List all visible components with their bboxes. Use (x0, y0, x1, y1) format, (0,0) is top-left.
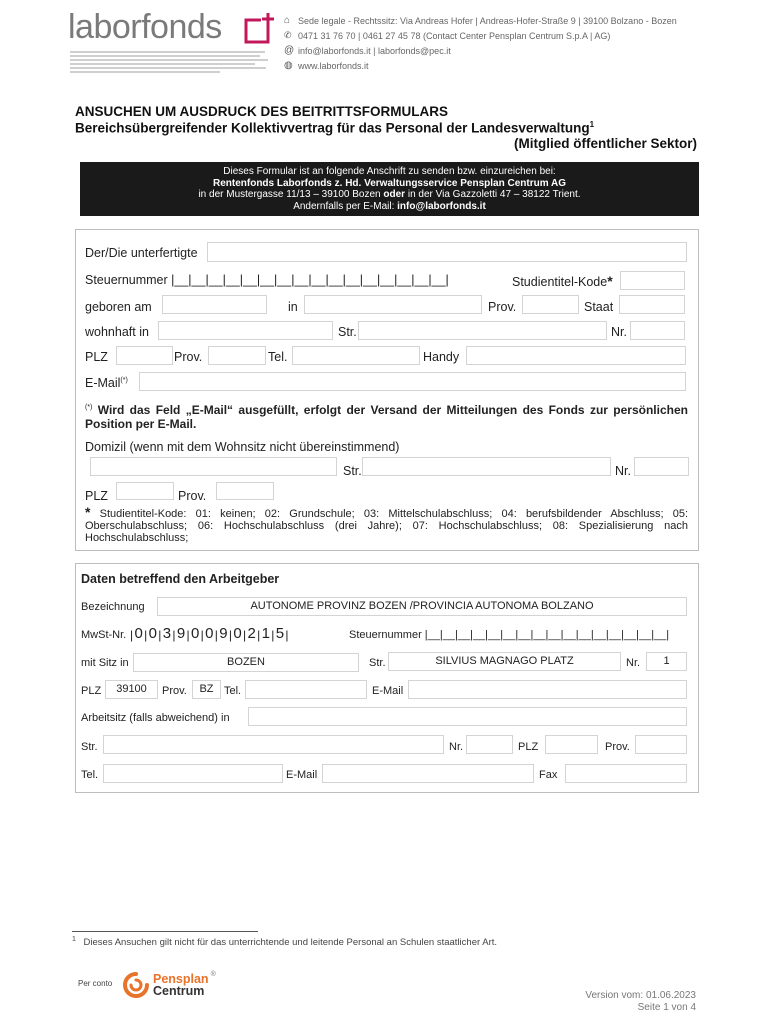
employer-section-title: Daten betreffend den Arbeitgeber (81, 572, 280, 586)
address-email: info@laborfonds.it (397, 200, 486, 212)
domicile-label: Domizil (wenn mit dem Wohnsitz nicht übereinstimmend) (85, 440, 400, 454)
codes-star: * (85, 504, 91, 520)
pensplan-logo (122, 971, 216, 999)
domicile-nr-input[interactable] (634, 457, 689, 476)
employer-tel-label: Tel. (224, 685, 242, 697)
vat-sep: | (130, 628, 134, 642)
worksite-nr-input[interactable] (466, 735, 513, 754)
vat-sep: | (186, 628, 190, 642)
vat-sep: | (214, 628, 218, 642)
vat-digit: 0 (233, 625, 242, 642)
contact-phone: 0471 31 76 70 | 0461 27 45 78 (Contact Center Pensplan Centrum S.p.A | AG) (298, 30, 611, 41)
seat-label: mit Sitz in (81, 657, 129, 669)
vat-digit: 9 (176, 625, 186, 642)
form-subtitle (75, 120, 594, 136)
version-info (585, 990, 696, 1014)
vat-digit: 0 (205, 625, 214, 642)
footnote-text: Dieses Ansuchen gilt nicht für das unterrichtende und leitende Personal an Schulen staatlicher Art. (83, 937, 498, 949)
birth-date-label: geboren am (85, 300, 152, 314)
mobile-label: Handy (423, 350, 460, 364)
version-date: Version vom: 01.06.2023 (585, 990, 696, 1001)
worksite-label: Arbeitsitz (falls abweichend) in (81, 712, 230, 724)
form-subtitle-sector: (Mitglied öffentlicher Sektor) (513, 136, 697, 151)
vat-number-field[interactable] (130, 622, 289, 642)
worksite-street-input[interactable] (103, 735, 444, 754)
address-street (80, 189, 699, 201)
email-label-sup: (*) (120, 376, 128, 384)
birth-place-input[interactable] (304, 295, 482, 314)
employer-tel-input[interactable] (245, 680, 367, 699)
contact-web: www.laborfonds.it (298, 60, 369, 71)
plz-label: PLZ (85, 350, 108, 364)
per-conto-label: Per conto (78, 979, 113, 988)
birth-state-label: Staat (584, 300, 614, 314)
tel-label: Tel. (268, 350, 288, 364)
prov-input[interactable] (208, 346, 266, 365)
vat-digit: 9 (219, 625, 228, 642)
mobile-input[interactable] (466, 346, 686, 365)
study-codes-note (85, 506, 688, 544)
vat-sep: | (228, 628, 232, 642)
worksite-prov-input[interactable] (635, 735, 687, 754)
employer-plz-label: PLZ (81, 685, 102, 697)
contact-address: Sede legale - Rechtssitz: Via Andreas Hofer | Andreas-Hofer-Straße 9 | 39100 Bolzano - Bozen (298, 15, 677, 26)
vat-digit: 0 (148, 625, 157, 642)
prov-label: Prov. (174, 350, 203, 364)
worksite-street-label: Str. (81, 741, 98, 753)
address-box (80, 162, 699, 216)
email-input[interactable] (139, 372, 686, 391)
worksite-fax-label: Fax (539, 769, 558, 781)
header-contact (284, 13, 677, 73)
study-code-label (512, 273, 613, 289)
worksite-email-label: E-Mail (286, 769, 318, 781)
footnote-ref: 1 (589, 120, 595, 129)
logo-fineprint (70, 49, 270, 75)
employer-nr-input[interactable]: 1 (646, 652, 687, 671)
domicile-plz-input[interactable] (116, 482, 174, 500)
birth-prov-label: Prov. (488, 300, 517, 314)
vat-digit: 3 (162, 625, 172, 642)
email-note-mark: (*) (85, 404, 93, 411)
employer-email-label: E-Mail (372, 685, 404, 697)
pensplan-swirl-icon (122, 971, 150, 999)
worksite-tel-input[interactable] (103, 764, 283, 783)
undersigned-label: Der/Die unterfertigte (85, 246, 198, 260)
tax-number-field[interactable]: Steuernummer |__|__|__|__|__|__|__|__|__|__|__|__|__|__|__|__| (85, 273, 449, 287)
vat-digit: 0 (134, 625, 143, 642)
pensplan-brand-1: Pensplan (153, 972, 209, 986)
vat-sep: | (243, 628, 247, 642)
designation-input[interactable]: AUTONOME PROVINZ BOZEN /PROVINCIA AUTONOMA BOLZANO (157, 597, 687, 616)
employer-prov-input[interactable]: BZ (192, 680, 221, 699)
undersigned-input[interactable] (207, 242, 687, 262)
logo-text: laborfonds (68, 8, 222, 46)
email-icon: @ (284, 45, 295, 56)
contact-email: info@laborfonds.it | laborfonds@pec.it (298, 45, 451, 56)
residence-input[interactable] (158, 321, 333, 340)
footnote-mark: 1 (72, 936, 76, 943)
employer-street-label: Str. (369, 657, 386, 669)
residence-street-input[interactable] (358, 321, 607, 340)
residence-street-label: Str. (338, 325, 357, 339)
domicile-input[interactable] (90, 457, 337, 476)
vat-sep: | (172, 628, 176, 642)
form-title: ANSUCHEN UM AUSDRUCK DES BEITRITTSFORMULARS (75, 104, 448, 119)
address-intro: Dieses Formular ist an folgende Anschrift zu senden bzw. einzureichen bei: (223, 166, 556, 177)
address-recipient: Rentenfonds Laborfonds z. Hd. Verwaltungsservice Pensplan Centrum AG (212, 177, 567, 189)
email-note-text: Wird das Feld „E-Mail“ ausgefüllt, erfolgt der Versand der Mitteilungen des Fonds zur persönlichen Position per E-Mail. (85, 403, 688, 431)
vat-digit: 2 (247, 625, 256, 642)
laborfonds-logo (68, 8, 222, 47)
codes-list: 01: keinen; 02: Grundschule; 03: Mittelschulabschluss; 04: berufsbildender Abschluss; 05: Oberschulabschluss; 06: Hochschulabschluss (drei Jahre); 07: Hochschulabschluss; 08: Spezialisierung nach Hochschulabschluss; (85, 508, 689, 544)
employer-tax-number-field[interactable]: Steuernummer |__|__|__|__|__|__|__|__|__|__|__|__|__|__|__|__| (349, 629, 670, 641)
seat-input[interactable]: BOZEN (133, 653, 359, 672)
employer-email-input[interactable] (408, 680, 687, 699)
phone-icon: ✆ (284, 30, 292, 40)
logo-plus-icon (244, 12, 276, 46)
worksite-tel-label: Tel. (81, 769, 99, 781)
form-subtitle-text: Bereichsübergreifender Kollektivvertrag für das Personal der Landesverwaltung (75, 120, 590, 136)
residence-label: wohnhaft in (85, 325, 149, 339)
study-code-input[interactable] (620, 271, 685, 290)
page-number: Seite 1 von 4 (637, 1002, 696, 1013)
domicile-street-label: Str. (343, 464, 362, 478)
domicile-nr-label: Nr. (615, 464, 631, 478)
employer-plz-input[interactable]: 39100 (105, 680, 158, 699)
birth-date-input[interactable] (162, 295, 267, 314)
email-label (85, 376, 128, 390)
employer-nr-label: Nr. (626, 657, 641, 669)
globe-icon: ◍ (284, 60, 293, 71)
domicile-street-input[interactable] (362, 457, 611, 476)
worksite-prov-label: Prov. (605, 741, 630, 753)
vat-sep: | (144, 628, 148, 642)
worksite-plz-label: PLZ (518, 741, 539, 753)
study-code-text: Studientitel-Kode (512, 275, 608, 289)
vat-sep: | (158, 628, 162, 642)
vat-sep: | (271, 628, 275, 642)
address-street-bozen: in der Mustergasse 11/13 – 39100 Bozen (198, 189, 384, 200)
pensplan-brand-2: Centrum (153, 984, 205, 998)
vat-sep: | (285, 628, 289, 642)
vat-digit: 1 (261, 625, 270, 642)
worksite-fax-input[interactable] (565, 764, 687, 783)
footnote (72, 936, 497, 948)
tel-input[interactable] (292, 346, 420, 365)
pensplan-mark: ® (210, 971, 216, 978)
address-street-trient: in der Via Gazzoletti 47 – 38122 Trient. (405, 189, 581, 200)
vat-sep: | (257, 628, 261, 642)
birth-prov-input[interactable] (522, 295, 579, 314)
birth-place-label: in (288, 300, 298, 314)
plz-input[interactable] (116, 346, 173, 365)
birth-state-input[interactable] (619, 295, 685, 314)
email-note (85, 401, 688, 431)
residence-nr-label: Nr. (611, 325, 627, 339)
domicile-plz-label: PLZ (85, 489, 108, 503)
study-code-star: * (607, 273, 613, 289)
employer-street-input[interactable]: SILVIUS MAGNAGO PLATZ (388, 652, 621, 671)
worksite-nr-label: Nr. (449, 741, 464, 753)
domicile-prov-input[interactable] (216, 482, 274, 500)
worksite-email-input[interactable] (322, 764, 534, 783)
employer-prov-label: Prov. (162, 685, 187, 697)
vat-sep: | (200, 628, 204, 642)
domicile-prov-label: Prov. (178, 489, 207, 503)
worksite-plz-input[interactable] (545, 735, 598, 754)
codes-label: Studientitel-Kode: (99, 508, 196, 520)
vat-digit: 0 (190, 625, 200, 642)
vat-label: MwSt-Nr. (81, 629, 127, 641)
residence-nr-input[interactable] (630, 321, 685, 340)
address-email-line (80, 201, 699, 213)
address-email-label: Andernfalls per E-Mail: (293, 200, 398, 212)
vat-digit: 5 (275, 625, 285, 642)
address-or: oder (383, 189, 406, 200)
email-label-text: E-Mail (85, 376, 121, 390)
designation-label: Bezeichnung (81, 601, 145, 613)
worksite-input[interactable] (248, 707, 687, 726)
home-icon: ⌂ (284, 15, 291, 26)
footnote-rule (72, 931, 258, 932)
